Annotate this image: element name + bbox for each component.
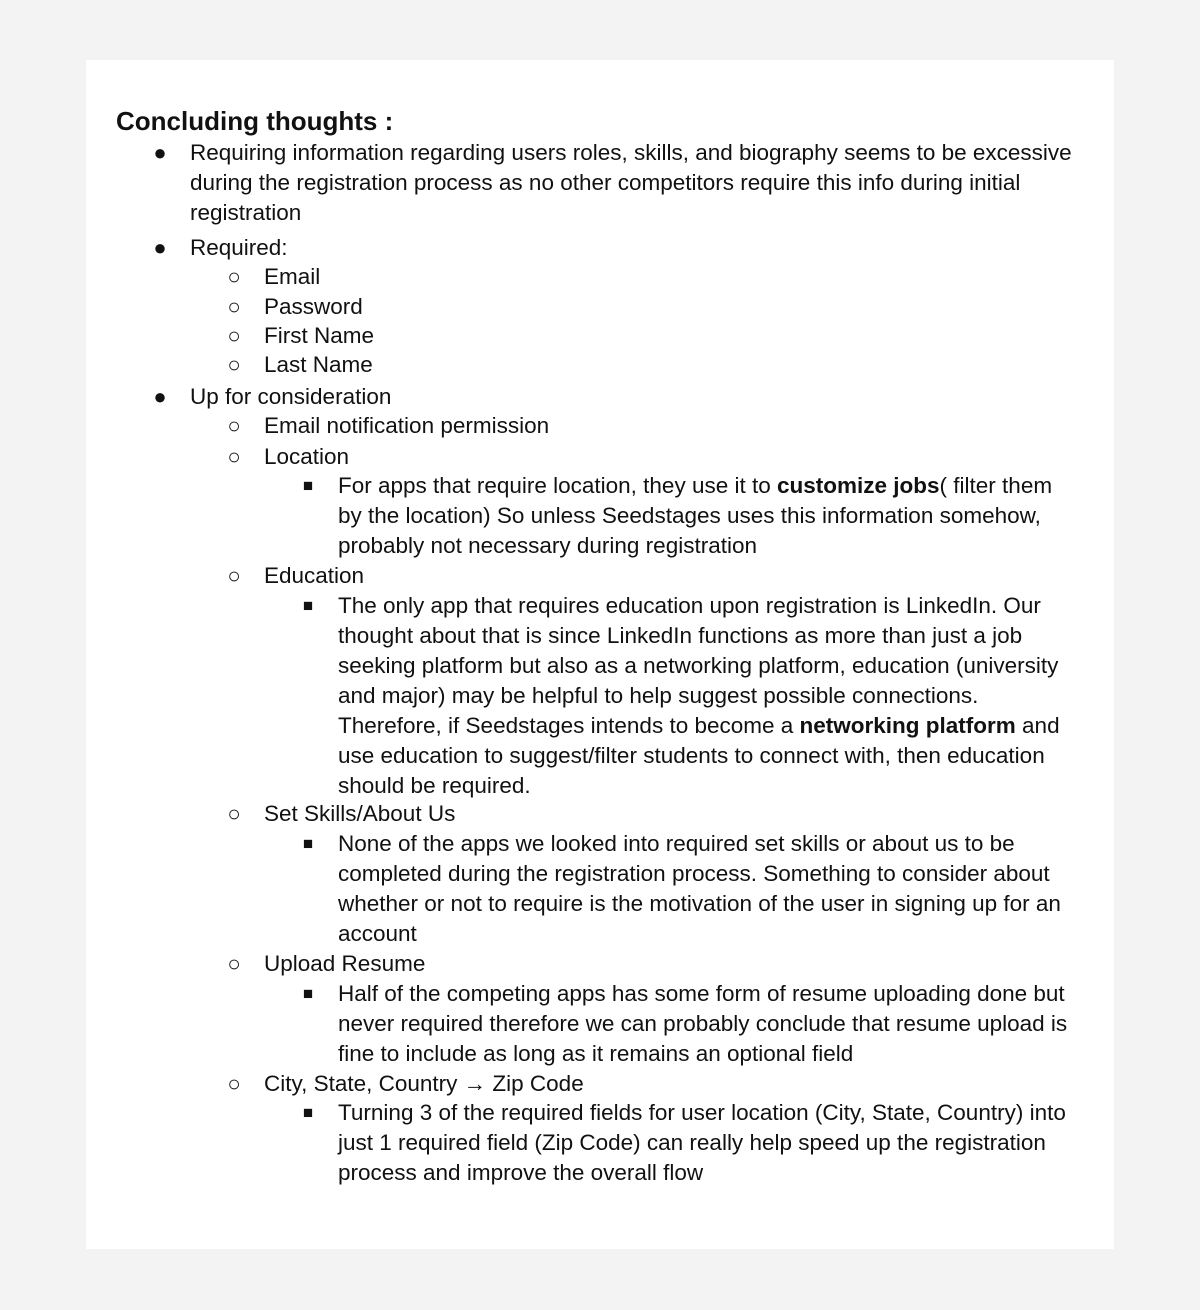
consideration-email-notification: Email notification permission	[264, 413, 550, 438]
bullet-circle-icon: ○	[227, 444, 241, 469]
bullet-circle-icon: ○	[227, 323, 241, 348]
bullet-square-icon: ■	[302, 476, 314, 495]
required-item-email: Email	[264, 264, 321, 289]
bullet-square-icon: ■	[302, 834, 314, 853]
required-item-last-name: Last Name	[264, 352, 373, 377]
consideration-skills-label: Set Skills/About Us	[264, 801, 456, 826]
consideration-location-label: Location	[264, 444, 350, 469]
document-page	[86, 60, 1114, 1249]
bullet-circle-icon: ○	[227, 801, 241, 826]
page-title: Concluding thoughts :	[116, 106, 394, 136]
bullet-square-icon: ■	[302, 596, 314, 615]
bullet-disc-icon: ●	[153, 384, 167, 409]
required-item-first-name: First Name	[264, 323, 375, 348]
bullet-intro: Requiring information regarding users roles, skills, and biography seems to be excessive during the registration process as no other competitors require this info during initial registration	[190, 140, 1072, 225]
bullet-circle-icon: ○	[227, 294, 241, 319]
bullet-circle-icon: ○	[227, 563, 241, 588]
zip-note: Turning 3 of the required fields for user location (City, State, Country) into just 1 required field (Zip Code) can really help speed up the registration process and improve the overall flow	[338, 1100, 1066, 1185]
bullet-circle-icon: ○	[227, 1071, 241, 1096]
location-note-emphasis: customize jobs	[777, 473, 940, 498]
resume-note: Half of the competing apps has some form of resume uploading done but never required therefore we can probably conclude that resume upload is fine to include as long as it remains an optional field	[338, 981, 1068, 1066]
bullet-circle-icon: ○	[227, 352, 241, 377]
bullet-square-icon: ■	[302, 1103, 314, 1122]
bullet-square-icon: ■	[302, 984, 314, 1003]
education-note: The only app that requires education upon registration is LinkedIn. Our thought about that is since LinkedIn functions as more than just a job seeking platform but also as a networking platform, education (university and major) may be helpful to help suggest possible connections. Therefore, if Seedstages intends to become a networking platform and use education to suggest/filter students to connect with, then education should be required.	[338, 593, 1060, 798]
bullet-required-label: Required:	[190, 235, 288, 260]
consideration-zip-label: City, State, Country → Zip Code	[264, 1071, 584, 1096]
bullet-disc-icon: ●	[153, 140, 167, 165]
bullet-circle-icon: ○	[227, 413, 241, 438]
bullet-circle-icon: ○	[227, 264, 241, 289]
bullet-consideration-label: Up for consideration	[190, 384, 392, 409]
consideration-education-label: Education	[264, 563, 365, 588]
consideration-resume-label: Upload Resume	[264, 951, 426, 976]
required-item-password: Password	[264, 294, 363, 319]
bullet-disc-icon: ●	[153, 235, 167, 260]
skills-note: None of the apps we looked into required set skills or about us to be completed during the registration process. Something to consider about whether or not to require is the motivation of the user in signing up for an account	[338, 831, 1061, 946]
bullet-circle-icon: ○	[227, 951, 241, 976]
education-note-emphasis: networking platform	[799, 713, 1016, 738]
location-note: For apps that require location, they use it to customize jobs( filter them by the location) So unless Seedstages uses this information somehow, probably not necessary during registration	[338, 473, 1053, 558]
